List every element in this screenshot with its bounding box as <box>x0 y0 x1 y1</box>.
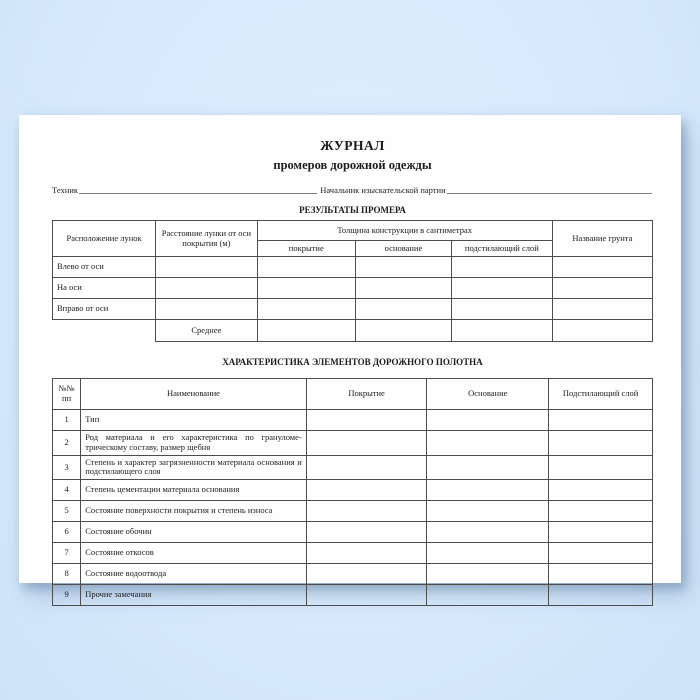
value-cell <box>355 257 451 278</box>
table-row <box>53 522 653 543</box>
header-underlayer: подстилающий слой <box>451 241 552 257</box>
results-row-average <box>53 320 653 342</box>
header-location: Расположение лунок <box>53 221 156 257</box>
header-soil: Название грунта <box>552 221 652 257</box>
table-row <box>53 501 653 522</box>
value-cell <box>156 257 257 278</box>
value-cell <box>427 410 549 431</box>
row-label: На оси <box>53 278 156 299</box>
value-cell <box>549 564 653 585</box>
header-coating: покрытие <box>257 241 355 257</box>
row-name: Состояние обочин <box>81 522 307 543</box>
table-row <box>53 543 653 564</box>
results-section-title: РЕЗУЛЬТАТЫ ПРОМЕРА <box>299 205 406 216</box>
characteristics-header-row <box>53 379 653 410</box>
row-number: 1 <box>53 410 81 431</box>
value-cell <box>306 564 427 585</box>
table-row <box>53 480 653 501</box>
row-number: 4 <box>53 480 81 501</box>
value-cell <box>427 522 549 543</box>
row-number: 8 <box>53 564 81 585</box>
header-underlayer: Подстилающий слой <box>549 379 653 410</box>
value-cell <box>306 410 427 431</box>
value-cell <box>552 278 652 299</box>
row-number: 2 <box>53 431 81 456</box>
value-cell <box>549 431 653 456</box>
ghost-cell <box>53 320 156 342</box>
table-row <box>53 564 653 585</box>
row-name: Степень цементации материала основания <box>81 480 307 501</box>
value-cell <box>427 543 549 564</box>
value-cell <box>549 522 653 543</box>
value-cell <box>257 320 355 342</box>
row-name: Прочие замечания <box>81 585 307 606</box>
value-cell <box>306 543 427 564</box>
row-label: Влево от оси <box>53 257 156 278</box>
row-number: 7 <box>53 543 81 564</box>
table-row <box>53 585 653 606</box>
results-row-right-of-axis <box>53 299 653 320</box>
results-row-left-of-axis <box>53 257 653 278</box>
value-cell <box>427 455 549 480</box>
value-cell <box>156 299 257 320</box>
value-cell <box>552 320 652 342</box>
value-cell <box>451 299 552 320</box>
document-page <box>19 115 681 600</box>
value-cell <box>427 480 549 501</box>
header-coating: Покрытие <box>306 379 427 410</box>
value-cell <box>306 522 427 543</box>
table-row <box>53 410 653 431</box>
header-name: Наименование <box>81 379 307 410</box>
value-cell <box>549 480 653 501</box>
average-label: Среднее <box>156 320 257 342</box>
value-cell <box>552 299 652 320</box>
value-cell <box>427 564 549 585</box>
value-cell <box>549 410 653 431</box>
row-name: Состояние откосов <box>81 543 307 564</box>
value-cell <box>257 257 355 278</box>
value-cell <box>549 501 653 522</box>
header-distance: Расстояние лунки от оси покрытия (м) <box>156 221 257 257</box>
survey-chief-label: Начальник изыскательской партии <box>320 185 446 195</box>
value-cell <box>355 320 451 342</box>
header-number: №№ пп <box>53 379 81 410</box>
value-cell <box>549 585 653 606</box>
header-base: Основание <box>427 379 549 410</box>
row-name: Состояние водоотвода <box>81 564 307 585</box>
header-thickness-group: Толщина конструкции в сантиметрах <box>257 221 552 241</box>
characteristics-section-title: ХАРАКТЕРИСТИКА ЭЛЕМЕНТОВ ДОРОЖНОГО ПОЛОТНА <box>222 357 483 368</box>
value-cell <box>257 278 355 299</box>
value-cell <box>549 543 653 564</box>
row-number: 3 <box>53 455 81 480</box>
value-cell <box>451 278 552 299</box>
value-cell <box>427 585 549 606</box>
value-cell <box>306 501 427 522</box>
row-name: Тип <box>81 410 307 431</box>
row-number: 6 <box>53 522 81 543</box>
page-subtitle: промеров дорожной одежды <box>273 157 432 172</box>
row-name: Степень и характер загрязненности материала основания и подстилающего слоя <box>81 455 307 480</box>
characteristics-table <box>52 378 653 606</box>
value-cell <box>355 299 451 320</box>
value-cell <box>306 455 427 480</box>
value-cell <box>427 501 549 522</box>
row-name: Род материала и его характеристика по гранулометрическому составу, размер щебня <box>81 431 307 456</box>
row-number: 9 <box>53 585 81 606</box>
value-cell <box>451 257 552 278</box>
value-cell <box>156 278 257 299</box>
results-header-row-1 <box>53 221 653 241</box>
value-cell <box>257 299 355 320</box>
table-row <box>53 431 653 456</box>
value-cell <box>355 278 451 299</box>
header-base: основание <box>355 241 451 257</box>
row-name: Состояние поверхности покрытия и степень износа <box>81 501 307 522</box>
value-cell <box>552 257 652 278</box>
value-cell <box>306 585 427 606</box>
technician-fill-line <box>79 193 317 194</box>
table-row <box>53 455 653 480</box>
results-row-on-axis <box>53 278 653 299</box>
row-label: Вправо от оси <box>53 299 156 320</box>
page-title: ЖУРНАЛ <box>320 138 385 153</box>
value-cell <box>306 431 427 456</box>
value-cell <box>549 455 653 480</box>
survey-chief-fill-line <box>447 193 652 194</box>
value-cell <box>427 431 549 456</box>
signature-line <box>52 185 653 195</box>
technician-label: Техник <box>52 185 79 195</box>
value-cell <box>451 320 552 342</box>
value-cell <box>306 480 427 501</box>
row-number: 5 <box>53 501 81 522</box>
results-table <box>52 220 653 342</box>
